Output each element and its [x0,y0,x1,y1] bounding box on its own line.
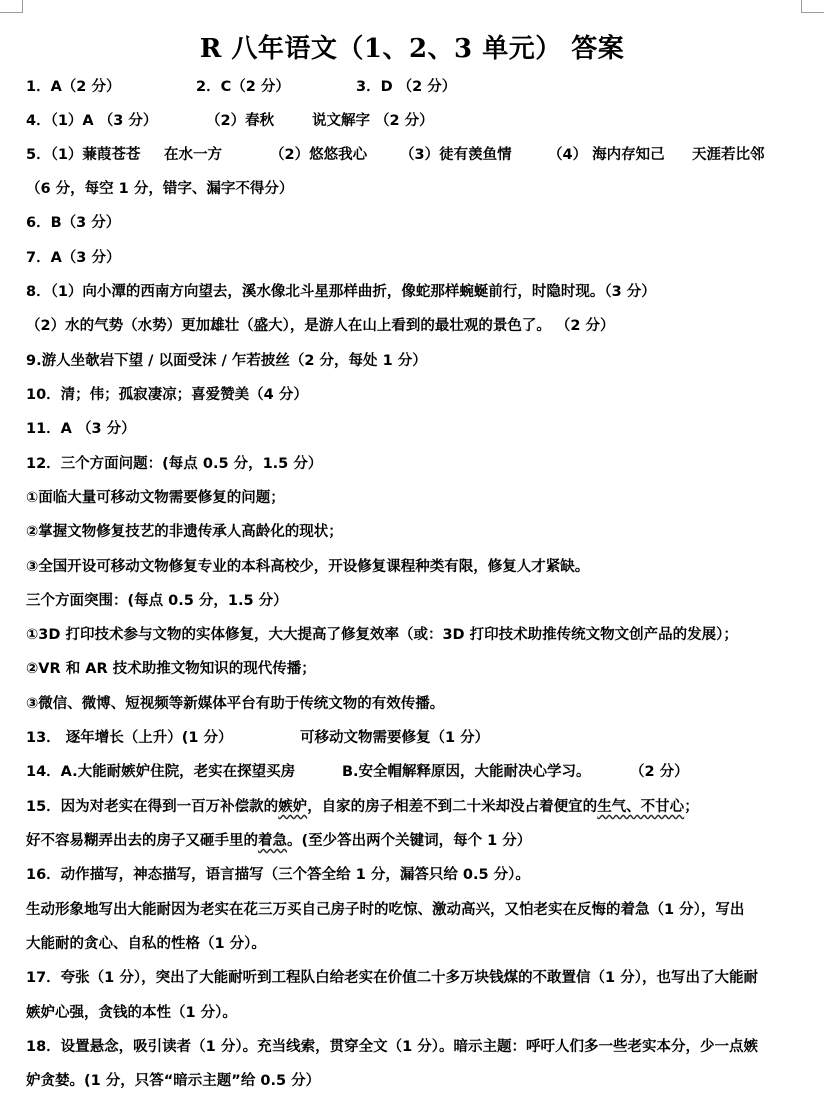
answer-q18-2: 妒贪婪。(1 分，只答“暗示主题”给 0.5 分） [26,1073,321,1089]
answer-q14-b: B.安全帽解释原因，大能耐决心学习。 [342,764,591,780]
answer-q13-2: 可移动文物需要修复（1 分） [300,730,490,746]
answer-q16-2: 生动形象地写出大能耐因为老实在花三万买自己房子时的吃惊、激动高兴，又怕老实在反悔的着急（1 分），写出 [26,902,745,918]
answer-q1: 1．A（2 分） [26,79,121,95]
q15-keyword-jealousy: 嫉妒 [278,799,308,815]
answer-q10: 10．清；伟；孤寂凄凉；喜爱赞美（4 分） [26,387,308,403]
answer-q17-2: 嫉妒心强，贪钱的本性（1 分）。 [26,1005,237,1021]
q15-text-e: ； [684,799,699,815]
q15-text-2c: 。(至少答出两个关键词，每个 1 分） [287,833,532,849]
answer-q12-breakthrough-3: ③微信、微博、短视频等新媒体平台有助于传统文物的有效传播。 [26,696,445,712]
q15-text-c: ，自家的房子相差不到二十米却没占着便宜的 [307,799,598,815]
answer-q15-line-1 [26,797,699,817]
answer-q5-note: （6 分，每空 1 分，错字、漏字不得分） [26,181,294,197]
answer-q5-1a: 5．（1）蒹葭苍苍 [26,147,141,163]
answer-q8-1: 8．（1）向小潭的西南方向望去，溪水像北斗星那样曲折，像蛇那样蜿蜒前行，时隐时现。（3 分） [26,284,656,300]
answer-q8-2: （2）水的气势（水势）更加雄壮（盛大），是游人在山上看到的最壮观的景色了。 （2 分） [26,318,615,334]
answer-q12-problem-1: ①面临大量可移动文物需要修复的问题； [26,490,285,506]
answer-q4-1: 4．（1）A （3 分） [26,113,158,129]
answer-q13-1: 13． 逐年增长（上升）(1 分） [26,730,233,746]
answer-q12-heading-2: 三个方面突围：(每点 0.5 分，1.5 分） [26,593,288,609]
answer-q5-2: （2）悠悠我心 [270,147,368,163]
answer-q16-3: 大能耐的贪心、自私的性格（1 分）。 [26,936,266,952]
q15-text-2a: 好不容易糊弄出去的房子又砸手里的 [26,833,258,849]
answer-q4-2b: 说文解字 （2 分） [312,113,434,129]
answer-q3: 3．D （2 分） [356,79,457,95]
answer-q11: 11．A （3 分） [26,421,136,437]
answer-q5-1b: 在水一方 [164,147,222,163]
answer-q17-1: 17．夸张（1 分），突出了大能耐听到工程队白给老实在价值二十多万块钱煤的不敢置信（1 分），也写出了大能耐 [26,970,758,986]
answer-q7: 7．A（3 分） [26,250,121,266]
page-title: R 八年语文（1、2、3 单元） 答案 [199,34,625,64]
answer-q16-1: 16．动作描写，神态描写，语言描写（三个答全给 1 分，漏答只给 0.5 分）。 [26,867,530,883]
page-corner-mark-right [801,0,824,13]
answer-q6: 6．B（3 分） [26,215,121,231]
answer-q2: 2．C（2 分） [196,79,290,95]
answer-q15-line-2 [26,831,531,851]
q15-keyword-angry: 生气、不甘心 [597,799,685,815]
answer-q5-3: （3）徒有羡鱼情 [400,147,512,163]
answer-q12-problem-3: ③全国开设可移动文物修复专业的本科高校少，开设修复课程种类有限，修复人才紧缺。 [26,559,590,575]
answer-q12-problem-2: ②掌握文物修复技艺的非遗传承人高龄化的现状； [26,524,343,540]
q15-keyword-anxious: 着急 [258,833,287,849]
answer-q4-2: （2）春秋 [206,113,275,129]
answer-q14-score: （2 分） [630,764,689,780]
answer-q14-a: 14．A.大能耐嫉妒住院，老实在探望买房 [26,764,296,780]
answer-q5-4a: （4） 海内存知己 [548,147,665,163]
answer-q12-heading: 12．三个方面问题：(每点 0.5 分，1.5 分） [26,456,323,472]
q15-text-a: 15．因为对老实在得到一百万补偿款的 [26,799,279,815]
answer-q5-4b: 天涯若比邻 [692,147,765,163]
answer-q12-breakthrough-2: ②VR 和 AR 技术助推文物知识的现代传播； [26,661,316,677]
answer-q9: 9.游人坐欹岩下望 / 以面受沫 / 乍若披丝（2 分，每处 1 分） [26,353,427,369]
page-corner-mark-left [0,0,23,13]
answer-q18-1: 18．设置悬念，吸引读者（1 分）。充当线索，贯穿全文（1 分）。暗示主题：呼吁人们多一些老实本分，少一点嫉 [26,1039,758,1055]
answer-q12-breakthrough-1: ①3D 打印技术参与文物的实体修复，大大提高了修复效率（或：3D 打印技术助推传统文物文创产品的发展）； [26,627,738,643]
